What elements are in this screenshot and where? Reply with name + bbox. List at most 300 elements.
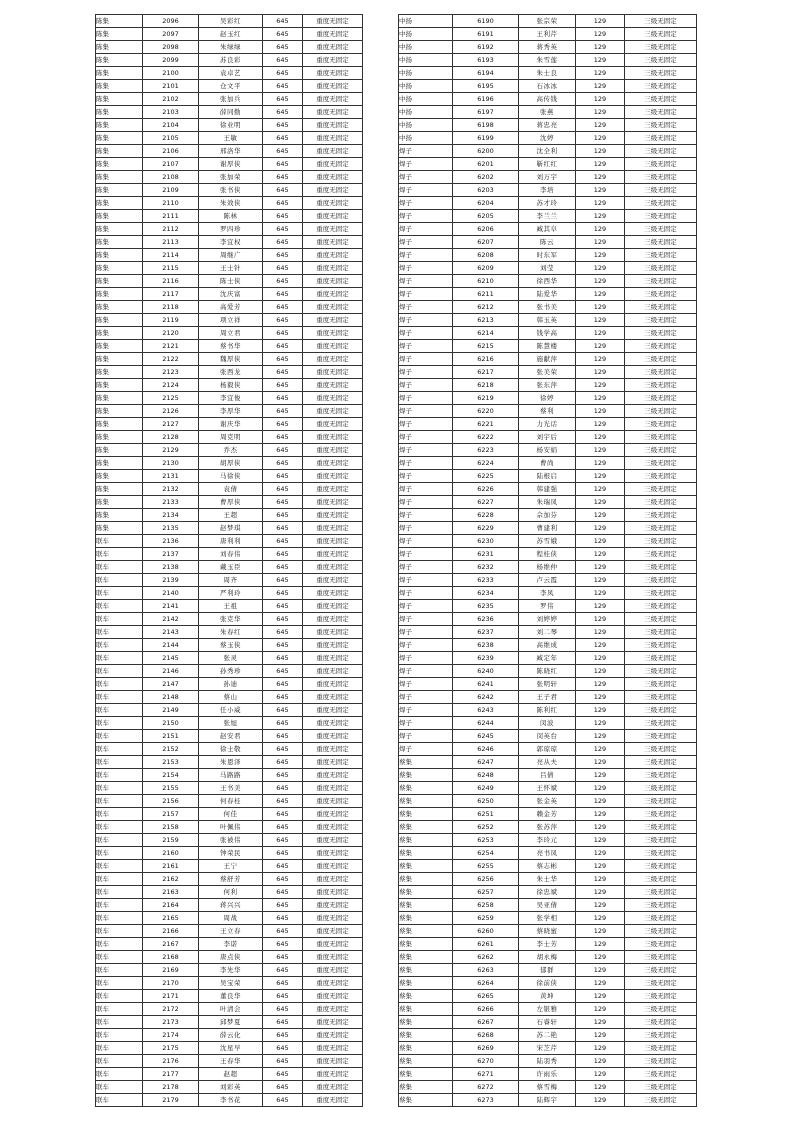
village-cell: 焊子 [399,249,453,262]
village-cell: 焊子 [399,691,453,704]
category-cell: 三级无固定 [625,145,697,158]
name-cell: 沈星早 [199,1042,263,1055]
village-cell: 陈集 [96,236,143,249]
number-cell: 2162 [143,873,199,886]
amount-cell: 645 [263,678,303,691]
table-row [96,301,363,314]
category-cell: 重度无固定 [303,1003,363,1016]
category-cell: 重度无固定 [303,535,363,548]
name-cell: 薛同勤 [199,106,263,119]
number-cell: 2136 [143,535,199,548]
name-cell: 钱学高 [519,327,576,340]
table-row [96,639,363,652]
category-cell: 重度无固定 [303,717,363,730]
amount-cell: 129 [576,314,625,327]
number-cell: 6229 [453,522,519,535]
category-cell: 重度无固定 [303,756,363,769]
village-cell: 蔡集 [399,912,453,925]
village-cell: 焊子 [399,210,453,223]
table-row [96,535,363,548]
amount-cell: 129 [576,1029,625,1042]
name-cell: 王宁 [199,860,263,873]
number-cell: 6201 [453,158,519,171]
amount-cell: 129 [576,392,625,405]
number-cell: 2170 [143,977,199,990]
number-cell: 2114 [143,249,199,262]
table-row [399,223,697,236]
village-cell: 陈集 [96,54,143,67]
amount-cell: 645 [263,496,303,509]
number-cell: 6195 [453,80,519,93]
category-cell: 三级无固定 [625,652,697,665]
village-cell: 蔡集 [399,847,453,860]
category-cell: 重度无固定 [303,808,363,821]
village-cell: 联车 [96,613,143,626]
amount-cell: 129 [576,41,625,54]
village-cell: 陈集 [96,171,143,184]
category-cell: 三级无固定 [625,1055,697,1068]
table-row [399,301,697,314]
village-cell: 蔡集 [399,1081,453,1094]
number-cell: 6245 [453,730,519,743]
village-cell: 焊子 [399,236,453,249]
village-cell: 联车 [96,1055,143,1068]
table-row [399,340,697,353]
amount-cell: 129 [576,405,625,418]
number-cell: 6218 [453,379,519,392]
category-cell: 重度无固定 [303,678,363,691]
table-row [96,236,363,249]
table-row [399,496,697,509]
category-cell: 重度无固定 [303,574,363,587]
village-cell: 蔡集 [399,795,453,808]
name-cell: 王立春 [199,925,263,938]
number-cell: 2105 [143,132,199,145]
name-cell: 靳红红 [519,158,576,171]
number-cell: 6221 [453,418,519,431]
amount-cell: 129 [576,574,625,587]
name-cell: 佘加芬 [519,509,576,522]
name-cell: 陆辉宇 [519,1094,576,1107]
name-cell: 周继广 [199,249,263,262]
table-row [96,54,363,67]
name-cell: 项立祥 [199,314,263,327]
village-cell: 陈集 [96,366,143,379]
category-cell: 重度无固定 [303,938,363,951]
amount-cell: 645 [263,470,303,483]
table-row [96,93,363,106]
category-cell: 三级无固定 [625,522,697,535]
category-cell: 三级无固定 [625,691,697,704]
amount-cell: 129 [576,717,625,730]
table-row [399,28,697,41]
name-cell: 严利玲 [199,587,263,600]
table-row [399,483,697,496]
village-cell: 联车 [96,1016,143,1029]
number-cell: 2138 [143,561,199,574]
number-cell: 6211 [453,288,519,301]
name-cell: 赵梦琪 [199,522,263,535]
village-cell: 联车 [96,1068,143,1081]
category-cell: 三级无固定 [625,132,697,145]
category-cell: 三级无固定 [625,1081,697,1094]
category-cell: 三级无固定 [625,262,697,275]
table-row [399,262,697,275]
village-cell: 联车 [96,717,143,730]
table-row [96,379,363,392]
category-cell: 三级无固定 [625,366,697,379]
number-cell: 2096 [143,15,199,28]
number-cell: 2115 [143,262,199,275]
table-row [399,132,697,145]
village-cell: 联车 [96,652,143,665]
name-cell: 王怀斌 [519,782,576,795]
amount-cell: 645 [263,639,303,652]
village-cell: 蔡集 [399,1094,453,1107]
table-row [399,1016,697,1029]
left-table-body [96,15,363,1107]
name-cell: 谢厚侠 [199,158,263,171]
name-cell: 李宜俊 [199,392,263,405]
category-cell: 三级无固定 [625,925,697,938]
table-row [96,561,363,574]
village-cell: 焊子 [399,483,453,496]
name-cell: 徐婷 [519,392,576,405]
category-cell: 三级无固定 [625,574,697,587]
table-row [96,132,363,145]
category-cell: 三级无固定 [625,1094,697,1107]
name-cell: 张学相 [519,912,576,925]
name-cell: 张东萍 [519,379,576,392]
village-cell: 陈集 [96,431,143,444]
name-cell: 朱士华 [519,873,576,886]
number-cell: 6220 [453,405,519,418]
name-cell: 陈利红 [519,704,576,717]
table-row [96,249,363,262]
village-cell: 联车 [96,639,143,652]
table-row [399,93,697,106]
table-row [96,288,363,301]
category-cell: 重度无固定 [303,431,363,444]
category-cell: 三级无固定 [625,418,697,431]
number-cell: 6247 [453,756,519,769]
name-cell: 刘婷婷 [519,613,576,626]
table-row [96,210,363,223]
village-cell: 联车 [96,990,143,1003]
amount-cell: 645 [263,1016,303,1029]
table-row [399,808,697,821]
number-cell: 6270 [453,1055,519,1068]
number-cell: 2161 [143,860,199,873]
name-cell: 周战 [199,912,263,925]
village-cell: 焊子 [399,366,453,379]
village-cell: 陈集 [96,41,143,54]
category-cell: 三级无固定 [625,1068,697,1081]
name-cell: 薛云化 [199,1029,263,1042]
category-cell: 重度无固定 [303,379,363,392]
table-row [96,405,363,418]
amount-cell: 129 [576,665,625,678]
table-row [96,275,363,288]
number-cell: 6264 [453,977,519,990]
amount-cell: 129 [576,704,625,717]
table-row [96,665,363,678]
village-cell: 焊子 [399,288,453,301]
name-cell: 陆根启 [519,470,576,483]
amount-cell: 645 [263,652,303,665]
amount-cell: 645 [263,1094,303,1107]
table-row [399,847,697,860]
category-cell: 三级无固定 [625,54,697,67]
number-cell: 6204 [453,197,519,210]
category-cell: 三级无固定 [625,665,697,678]
village-cell: 焊子 [399,145,453,158]
number-cell: 2160 [143,847,199,860]
village-cell: 中扬 [399,28,453,41]
name-cell: 任小威 [199,704,263,717]
table-row [96,873,363,886]
number-cell: 2171 [143,990,199,1003]
village-cell: 焊子 [399,665,453,678]
number-cell: 6252 [453,821,519,834]
amount-cell: 645 [263,938,303,951]
table-row [96,847,363,860]
table-row [399,80,697,93]
number-cell: 2167 [143,938,199,951]
category-cell: 三级无固定 [625,210,697,223]
category-cell: 重度无固定 [303,171,363,184]
table-row [96,197,363,210]
name-cell: 亮从夫 [519,756,576,769]
name-cell: 朱春红 [199,626,263,639]
category-cell: 三级无固定 [625,392,697,405]
village-cell: 陈集 [96,379,143,392]
table-row [96,1016,363,1029]
amount-cell: 129 [576,600,625,613]
amount-cell: 645 [263,717,303,730]
number-cell: 6190 [453,15,519,28]
name-cell: 陈士侠 [199,275,263,288]
amount-cell: 645 [263,15,303,28]
category-cell: 三级无固定 [625,340,697,353]
left-table [95,14,363,1107]
amount-cell: 645 [263,561,303,574]
amount-cell: 645 [263,522,303,535]
village-cell: 蔡集 [399,1016,453,1029]
number-cell: 6212 [453,301,519,314]
number-cell: 6267 [453,1016,519,1029]
category-cell: 重度无固定 [303,119,363,132]
amount-cell: 129 [576,873,625,886]
village-cell: 陈集 [96,522,143,535]
amount-cell: 645 [263,483,303,496]
village-cell: 中扬 [399,54,453,67]
amount-cell: 129 [576,379,625,392]
name-cell: 叶佩伟 [199,821,263,834]
amount-cell: 645 [263,288,303,301]
amount-cell: 129 [576,1042,625,1055]
number-cell: 2164 [143,899,199,912]
table-row [399,171,697,184]
village-cell: 焊子 [399,587,453,600]
table-row [399,54,697,67]
amount-cell: 645 [263,613,303,626]
table-row [96,951,363,964]
table-row [96,717,363,730]
name-cell: 唐点侠 [199,951,263,964]
category-cell: 三级无固定 [625,1029,697,1042]
name-cell: 吴彩红 [199,15,263,28]
name-cell: 陈晓红 [519,665,576,678]
village-cell: 焊子 [399,496,453,509]
number-cell: 2156 [143,795,199,808]
village-cell: 联车 [96,938,143,951]
name-cell: 刘万宇 [519,171,576,184]
name-cell: 时东军 [519,249,576,262]
table-row [96,925,363,938]
table-row [96,1094,363,1107]
amount-cell: 129 [576,964,625,977]
amount-cell: 645 [263,106,303,119]
name-cell: 陈慧楼 [519,340,576,353]
name-cell: 苏雪娥 [519,535,576,548]
village-cell: 焊子 [399,743,453,756]
name-cell: 朱雪莲 [519,54,576,67]
name-cell: 李厚华 [199,405,263,418]
number-cell: 6216 [453,353,519,366]
number-cell: 2155 [143,782,199,795]
category-cell: 重度无固定 [303,80,363,93]
amount-cell: 645 [263,925,303,938]
category-cell: 重度无固定 [303,600,363,613]
category-cell: 重度无固定 [303,704,363,717]
village-cell: 焊子 [399,158,453,171]
number-cell: 6248 [453,769,519,782]
amount-cell: 129 [576,860,625,873]
number-cell: 6217 [453,366,519,379]
number-cell: 2123 [143,366,199,379]
number-cell: 6263 [453,964,519,977]
name-cell: 张克华 [199,613,263,626]
category-cell: 重度无固定 [303,288,363,301]
village-cell: 焊子 [399,353,453,366]
category-cell: 重度无固定 [303,28,363,41]
name-cell: 杨安娟 [519,444,576,457]
village-cell: 焊子 [399,652,453,665]
name-cell: 苏良彩 [199,54,263,67]
category-cell: 重度无固定 [303,418,363,431]
category-cell: 三级无固定 [625,743,697,756]
amount-cell: 129 [576,951,625,964]
table-row [399,236,697,249]
category-cell: 三级无固定 [625,847,697,860]
amount-cell: 129 [576,1094,625,1107]
name-cell: 刘春伟 [199,548,263,561]
amount-cell: 129 [576,457,625,470]
amount-cell: 645 [263,405,303,418]
table-row [96,834,363,847]
village-cell: 蔡集 [399,769,453,782]
village-cell: 陈集 [96,444,143,457]
number-cell: 6231 [453,548,519,561]
amount-cell: 129 [576,834,625,847]
table-row [96,80,363,93]
table-row [96,15,363,28]
name-cell: 朱绿绿 [199,41,263,54]
amount-cell: 129 [576,795,625,808]
village-cell: 蔡集 [399,925,453,938]
village-cell: 蔡集 [399,951,453,964]
village-cell: 中扬 [399,80,453,93]
table-row [399,743,697,756]
table-row [399,1003,697,1016]
number-cell: 2101 [143,80,199,93]
number-cell: 6269 [453,1042,519,1055]
amount-cell: 129 [576,821,625,834]
village-cell: 陈集 [96,67,143,80]
village-cell: 联车 [96,834,143,847]
village-cell: 蔡集 [399,977,453,990]
name-cell: 蔡志彬 [519,860,576,873]
number-cell: 2128 [143,431,199,444]
number-cell: 2172 [143,1003,199,1016]
number-cell: 6273 [453,1094,519,1107]
number-cell: 6265 [453,990,519,1003]
category-cell: 三级无固定 [625,93,697,106]
village-cell: 联车 [96,925,143,938]
name-cell: 沈婷 [519,132,576,145]
category-cell: 重度无固定 [303,509,363,522]
village-cell: 蔡集 [399,834,453,847]
right-table-body [399,15,697,1107]
category-cell: 重度无固定 [303,587,363,600]
amount-cell: 129 [576,119,625,132]
number-cell: 2159 [143,834,199,847]
number-cell: 2107 [143,158,199,171]
name-cell: 朱瑞凤 [519,496,576,509]
amount-cell: 645 [263,704,303,717]
village-cell: 陈集 [96,275,143,288]
table-row [96,808,363,821]
number-cell: 2178 [143,1081,199,1094]
table-row [96,366,363,379]
amount-cell: 129 [576,483,625,496]
amount-cell: 129 [576,613,625,626]
number-cell: 2142 [143,613,199,626]
village-cell: 蔡集 [399,808,453,821]
number-cell: 2149 [143,704,199,717]
amount-cell: 645 [263,1029,303,1042]
number-cell: 6208 [453,249,519,262]
village-cell: 陈集 [96,80,143,93]
amount-cell: 129 [576,288,625,301]
category-cell: 三级无固定 [625,626,697,639]
village-cell: 联车 [96,821,143,834]
name-cell: 张宗荣 [519,15,576,28]
amount-cell: 645 [263,210,303,223]
name-cell: 张金英 [519,795,576,808]
table-row [399,613,697,626]
number-cell: 6233 [453,574,519,587]
number-cell: 2097 [143,28,199,41]
name-cell: 闵英台 [519,730,576,743]
name-cell: 罗伟 [519,600,576,613]
table-row [96,1081,363,1094]
category-cell: 重度无固定 [303,145,363,158]
village-cell: 陈集 [96,145,143,158]
table-row [96,990,363,1003]
category-cell: 三级无固定 [625,379,697,392]
